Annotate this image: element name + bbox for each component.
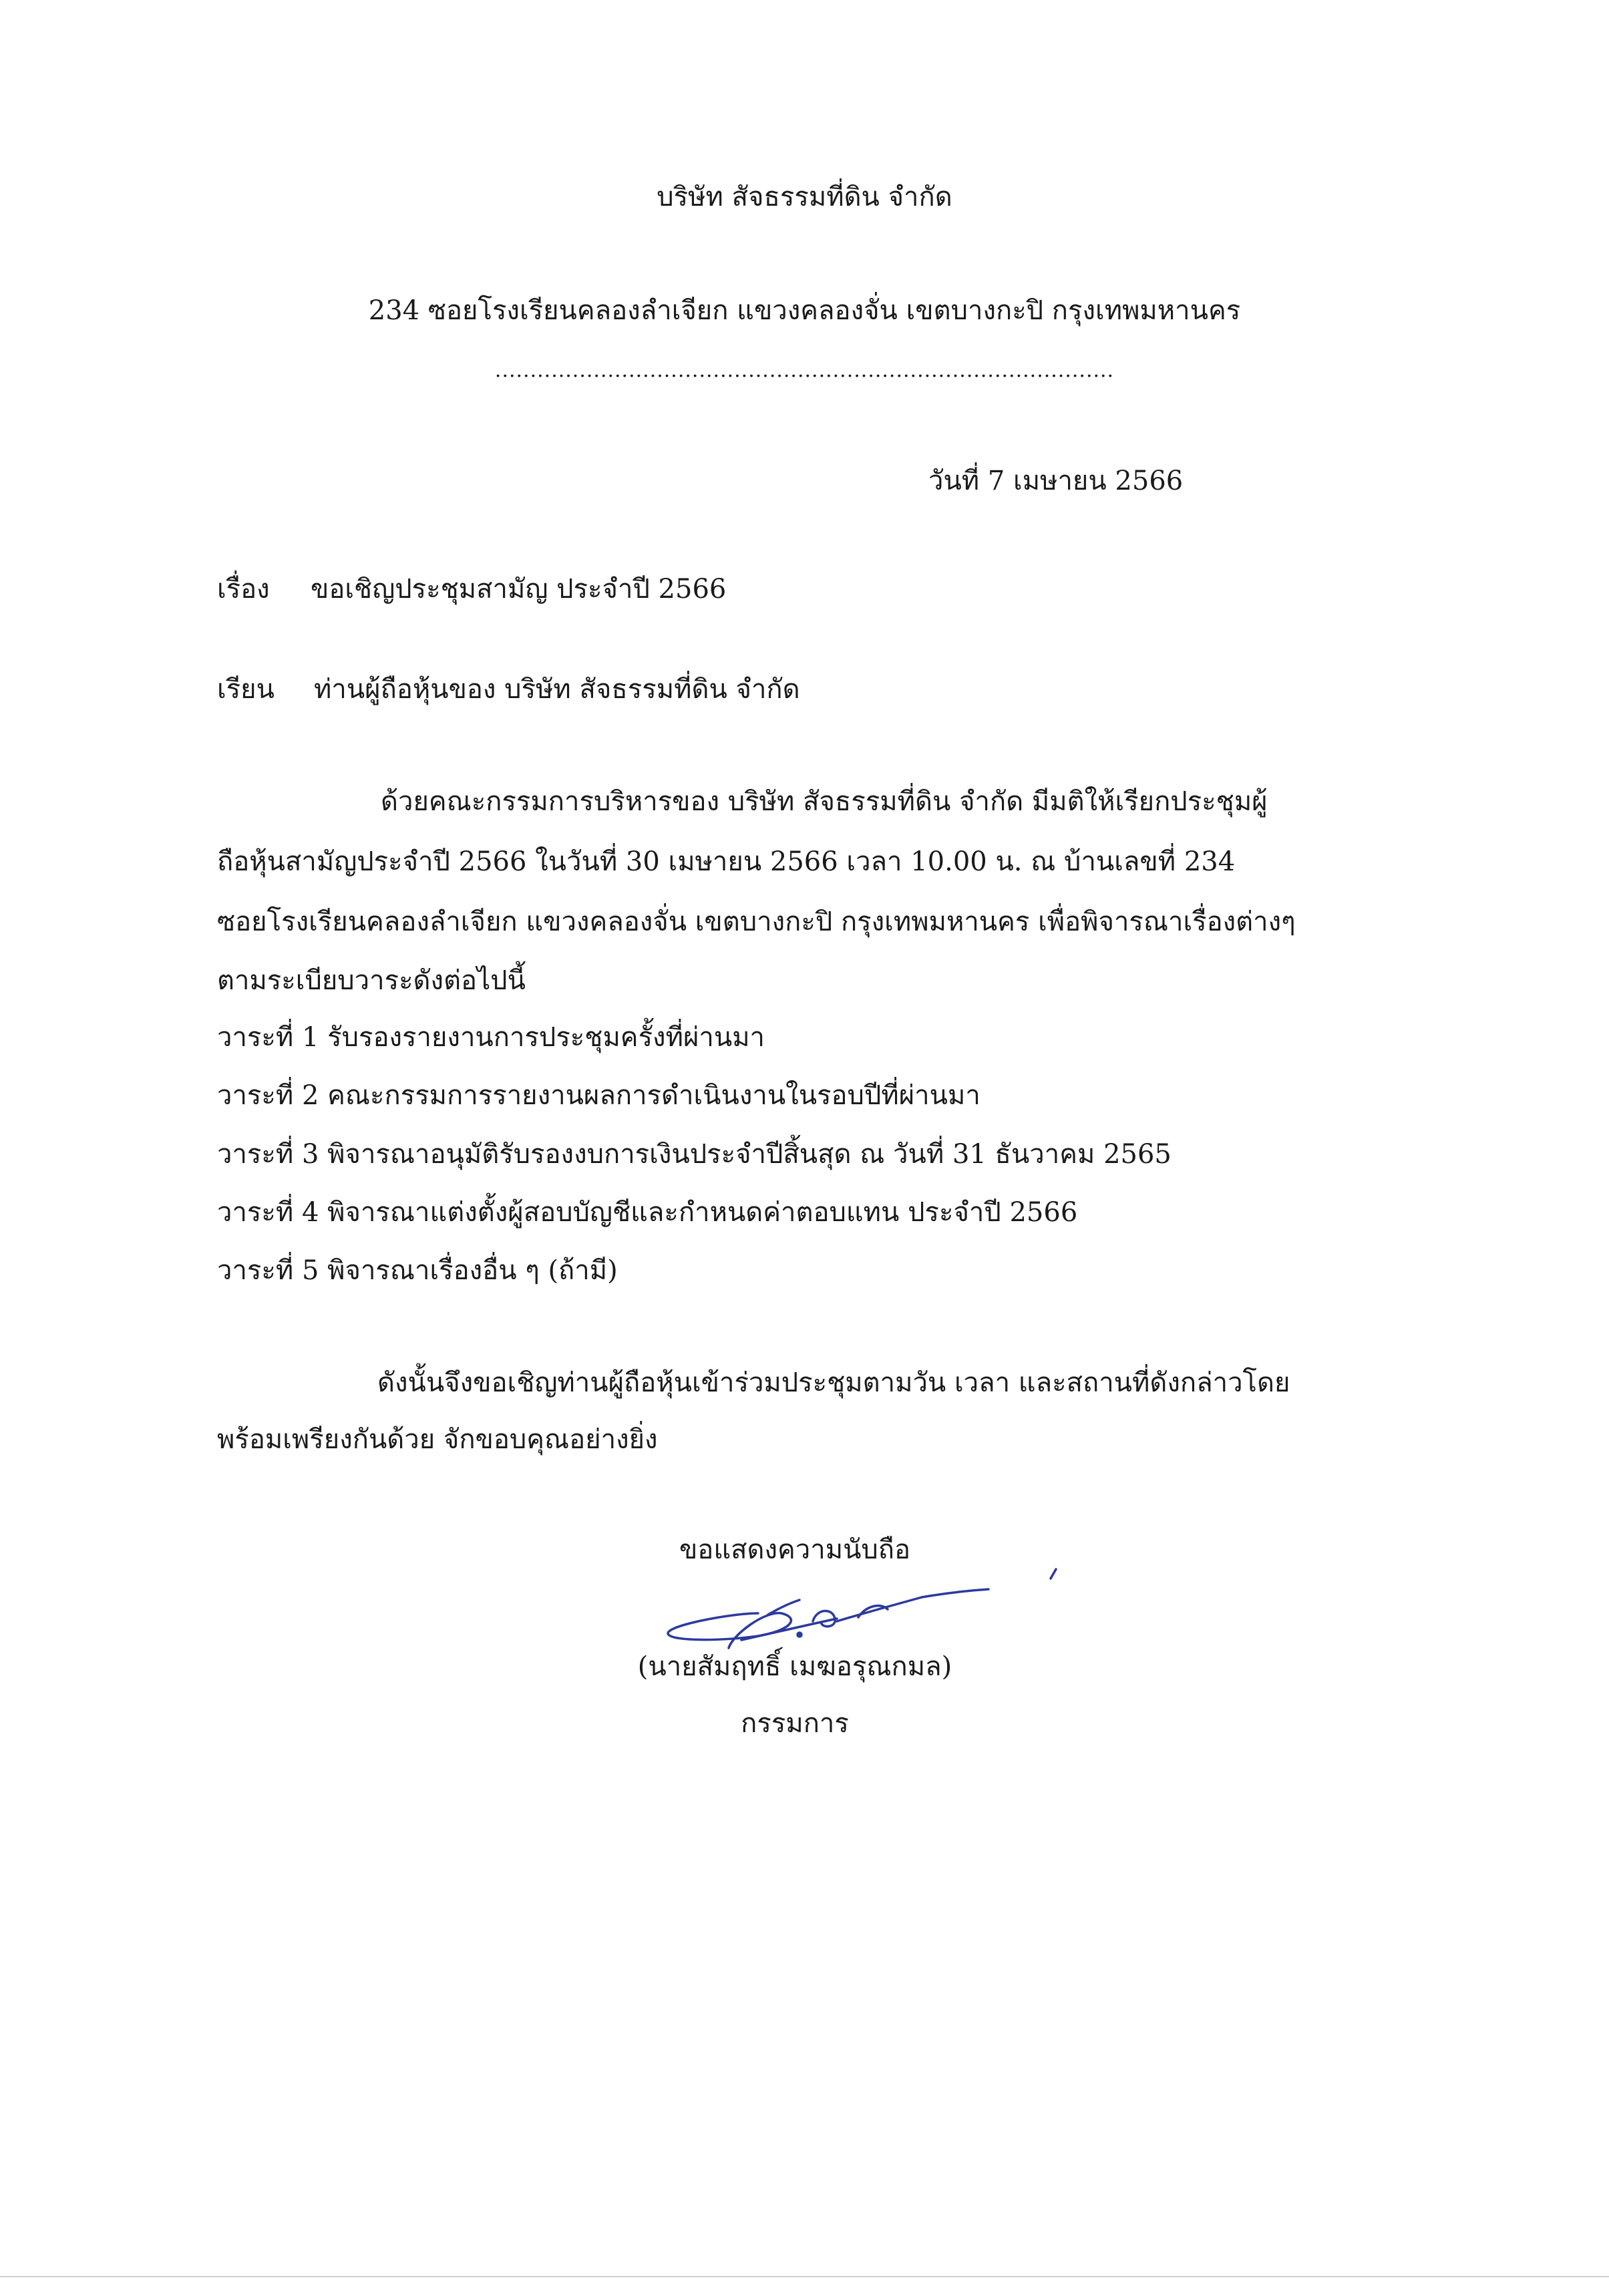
subject-label: เรื่อง — [217, 574, 270, 605]
letter-date: วันที่ 7 เมษายน 2566 — [928, 466, 1184, 496]
agenda-item-3: วาระที่ 3 พิจารณาอนุมัติรับรองงบการเงินประจำปีสิ้นสุด ณ วันที่ 31 ธันวาคม 2565 — [217, 1139, 1172, 1170]
company-name: บริษัท สัจธรรมที่ดิน จำกัด — [657, 182, 952, 212]
signature-salutation: ขอแสดงความนับถือ — [679, 1534, 911, 1565]
header-divider: ........................................................................................ — [494, 359, 1115, 382]
agenda-item-2: วาระที่ 2 คณะกรรมการรายงานผลการดำเนินงานในรอบปีที่ผ่านมา — [217, 1080, 980, 1111]
agenda-item-5: วาระที่ 5 พิจารณาเรื่องอื่น ๆ (ถ้ามี) — [217, 1255, 618, 1286]
agenda-item-4: วาระที่ 4 พิจารณาแต่งตั้งผู้สอบบัญชีและกำหนดค่าตอบแทน ประจำปี 2566 — [217, 1197, 1078, 1228]
signatory-title: กรรมการ — [741, 1708, 849, 1739]
agenda-item-1: วาระที่ 1 รับรองรายงานการประชุมครั้งที่ผ่านมา — [217, 1022, 765, 1053]
closing-line-2: พร้อมเพรียงกันด้วย จักขอบคุณอย่างยิ่ง — [217, 1424, 658, 1455]
company-address: 234 ซอยโรงเรียนคลองลำเจียก แขวงคลองจั่น เขตบางกะปิ กรุงเทพมหานคร — [368, 295, 1241, 326]
signatory-name: (นายสัมฤทธิ์ เมฆอรุณกมล) — [637, 1651, 952, 1682]
closing-line-1: ดังนั้นจึงขอเชิญท่านผู้ถือหุ้นเข้าร่วมประชุมตามวัน เวลา และสถานที่ดังกล่าวโดย — [377, 1367, 1290, 1398]
recipient-text: ท่านผู้ถือหุ้นของ บริษัท สัจธรรมที่ดิน จำกัด — [314, 674, 800, 705]
body-line-3: ซอยโรงเรียนคลองลำเจียก แขวงคลองจั่น เขตบางกะปิ กรุงเทพมหานคร เพื่อพิจารณาเรื่องต่างๆ — [217, 907, 1296, 937]
page-bottom-edge — [0, 2276, 1609, 2277]
recipient-label: เรียน — [217, 674, 275, 705]
handwritten-signature — [658, 1560, 1085, 1667]
body-line-4: ตามระเบียบวาระดังต่อไปนี้ — [217, 965, 526, 996]
body-line-2: ถือหุ้นสามัญประจำปี 2566 ในวันที่ 30 เมษายน 2566 เวลา 10.00 น. ณ บ้านเลขที่ 234 — [217, 846, 1236, 877]
body-line-1: ด้วยคณะกรรมการบริหารของ บริษัท สัจธรรมที่ดิน จำกัด มีมติให้เรียกประชุมผู้ — [381, 786, 1268, 817]
subject-text: ขอเชิญประชุมสามัญ ประจำปี 2566 — [311, 574, 727, 605]
